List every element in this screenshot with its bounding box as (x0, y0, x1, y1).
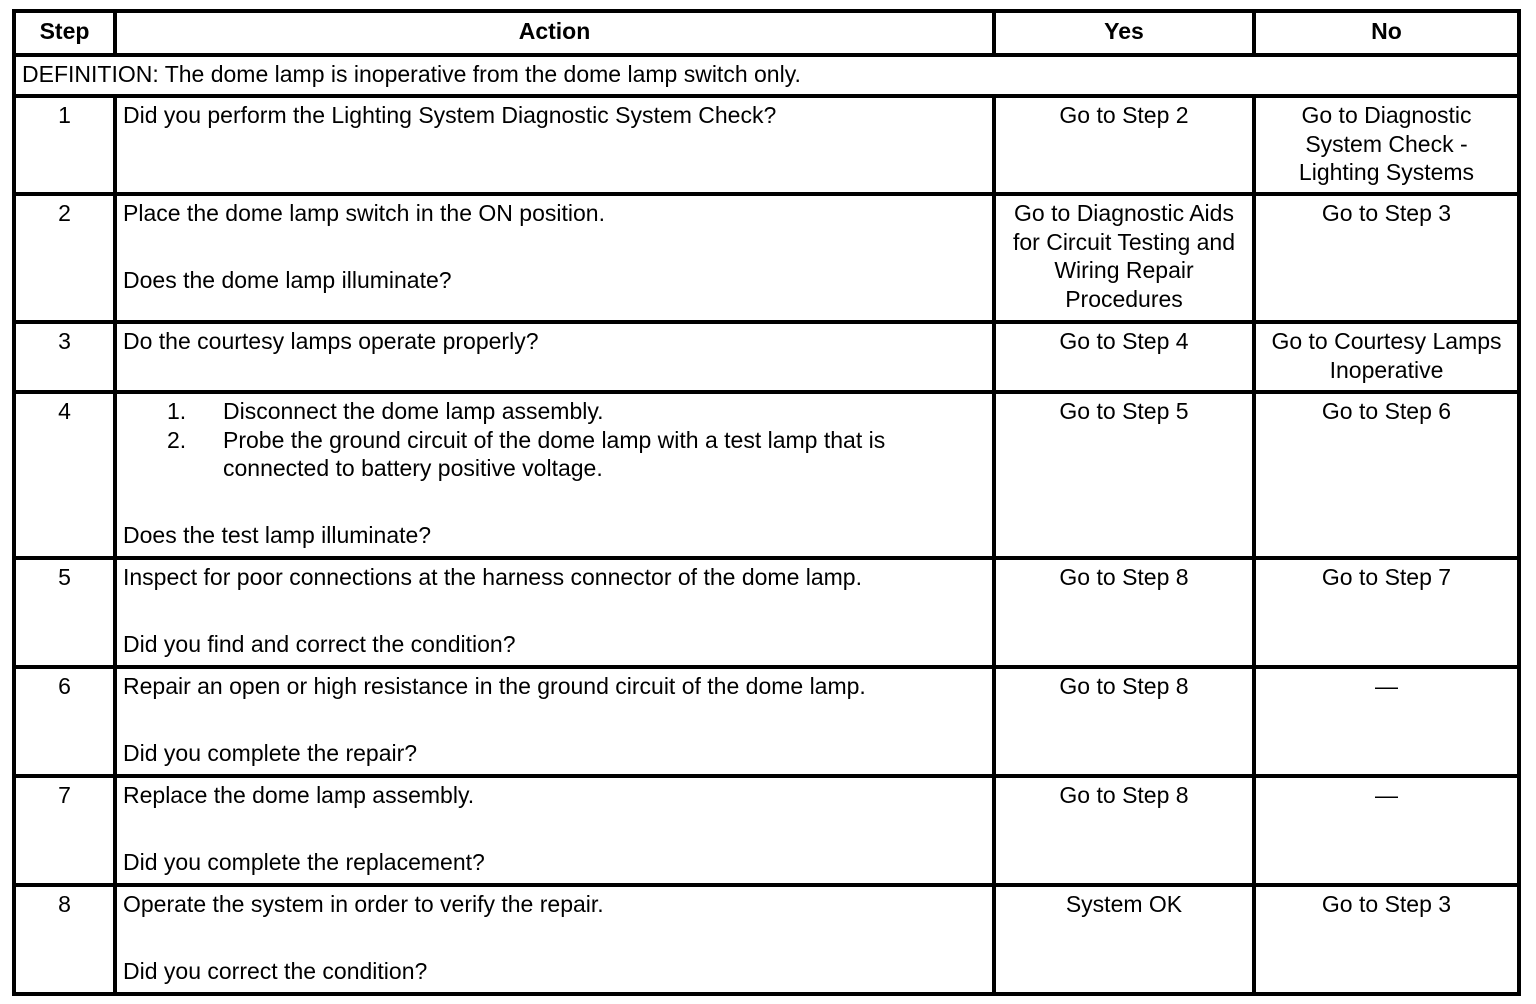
action-text: Operate the system in order to verify the repair. (123, 891, 604, 917)
step-number: 5 (14, 558, 115, 667)
yes-result: System OK (994, 885, 1254, 994)
table-row-step-5 (14, 558, 1519, 667)
step-number: 4 (14, 392, 115, 558)
step-number: 3 (14, 322, 115, 392)
action-question: Did you complete the replacement? (123, 848, 485, 875)
table-row-step-1 (14, 96, 1519, 194)
no-result: — (1254, 776, 1519, 885)
substep-number: 1. (167, 398, 187, 424)
table-row-step-2 (14, 194, 1519, 322)
action-question: Does the test lamp illuminate? (123, 521, 432, 548)
substep-item (167, 426, 986, 483)
substep-list (123, 397, 986, 483)
header-no: No (1254, 11, 1519, 55)
step-number: 6 (14, 667, 115, 776)
substep-text: Probe the ground circuit of the dome lamp with a test lamp that is connected to battery positive voltage. (223, 426, 886, 482)
diagnostic-table (12, 9, 1521, 996)
header-row (14, 11, 1519, 55)
action-question: Did you find and correct the condition? (123, 630, 516, 657)
action-text: Did you perform the Lighting System Diagnostic System Check? (115, 96, 994, 194)
substep-number: 2. (167, 426, 187, 453)
action-cell (115, 667, 994, 776)
substep-item (167, 397, 986, 426)
no-result: Go to Diagnostic System Check - Lighting Systems (1254, 96, 1519, 194)
yes-result: Go to Step 4 (994, 322, 1254, 392)
action-text: Do the courtesy lamps operate properly? (115, 322, 994, 392)
action-cell (115, 194, 994, 322)
table-row-step-3 (14, 322, 1519, 392)
step-number: 2 (14, 194, 115, 322)
definition-row (14, 55, 1519, 96)
header-yes: Yes (994, 11, 1254, 55)
no-result: Go to Step 3 (1254, 194, 1519, 322)
yes-result: Go to Diagnostic Aids for Circuit Testing and Wiring Repair Procedures (994, 194, 1254, 322)
step-number: 7 (14, 776, 115, 885)
action-question: Did you complete the repair? (123, 739, 418, 766)
yes-result: Go to Step 8 (994, 667, 1254, 776)
action-text: Place the dome lamp switch in the ON position. (123, 200, 605, 226)
table-row-step-8 (14, 885, 1519, 994)
table-row-step-4 (14, 392, 1519, 558)
action-question: Did you correct the condition? (123, 957, 428, 984)
yes-result: Go to Step 5 (994, 392, 1254, 558)
no-result: — (1254, 667, 1519, 776)
yes-result: Go to Step 8 (994, 776, 1254, 885)
step-number: 8 (14, 885, 115, 994)
table-row-step-7 (14, 776, 1519, 885)
yes-result: Go to Step 2 (994, 96, 1254, 194)
action-text: Repair an open or high resistance in the ground circuit of the dome lamp. (123, 673, 866, 699)
action-text: Inspect for poor connections at the harness connector of the dome lamp. (123, 564, 862, 590)
definition-text: DEFINITION: The dome lamp is inoperative from the dome lamp switch only. (14, 55, 1519, 96)
step-number: 1 (14, 96, 115, 194)
no-result: Go to Courtesy Lamps Inoperative (1254, 322, 1519, 392)
header-action: Action (115, 11, 994, 55)
header-step: Step (14, 11, 115, 55)
no-result: Go to Step 6 (1254, 392, 1519, 558)
action-cell (115, 392, 994, 558)
action-cell (115, 558, 994, 667)
yes-result: Go to Step 8 (994, 558, 1254, 667)
action-cell (115, 776, 994, 885)
action-cell (115, 885, 994, 994)
no-result: Go to Step 3 (1254, 885, 1519, 994)
no-result: Go to Step 7 (1254, 558, 1519, 667)
substep-text: Disconnect the dome lamp assembly. (223, 398, 604, 424)
action-question: Does the dome lamp illuminate? (123, 266, 452, 293)
action-text: Replace the dome lamp assembly. (123, 782, 475, 808)
table-row-step-6 (14, 667, 1519, 776)
